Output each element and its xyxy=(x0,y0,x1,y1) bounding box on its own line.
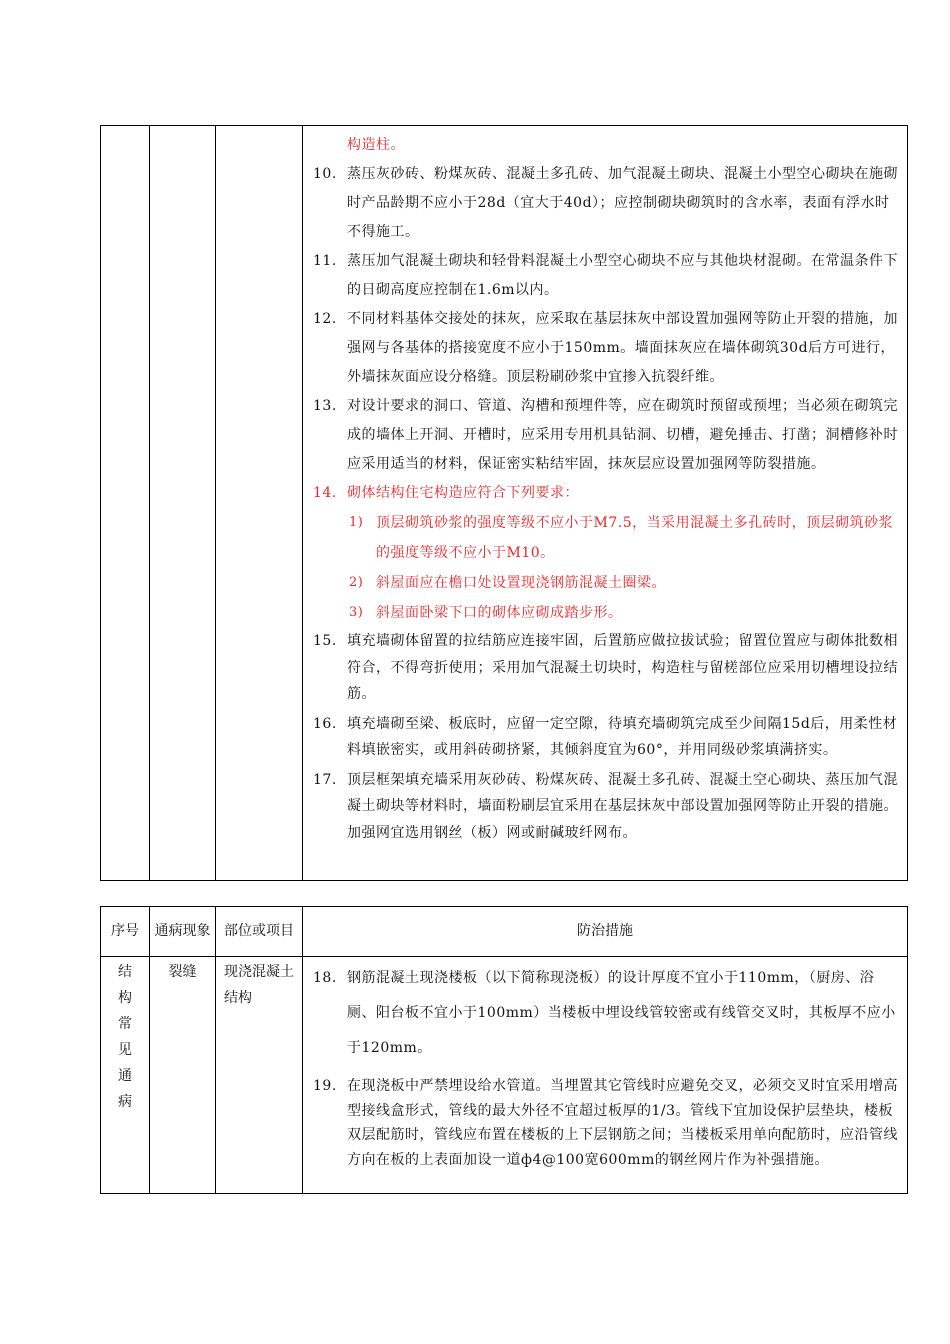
header-measures: 防治措施 xyxy=(303,907,908,957)
list-item: 14. 砌体结构住宅构造应符合下列要求： xyxy=(313,485,579,501)
sub-list-item: 2) 斜屋面应在檐口处设置现浇钢筋混凝土圈梁。 xyxy=(349,575,666,591)
list-item: 11. 蒸压加气混凝土砌块和轻骨料混凝土小型空心砌块不应与其他块材混砌。在常温条件下的日砌高度应控制在1.6m以内。 xyxy=(313,253,898,298)
defect-measures-table xyxy=(100,906,908,1194)
measures-cell xyxy=(303,957,908,1194)
phenomenon-cell: 裂缝 xyxy=(150,957,216,1194)
header-seq: 序号 xyxy=(101,907,150,957)
empty-cell-location xyxy=(216,126,303,881)
list-item: 16. 填充墙砌至梁、板底时，应留一定空隙，待填充墙砌筑完成至少间隔15d后，用柔性材料填嵌密实，或用斜砖砌挤紧，其倾斜度宜为60°，并用同级砂浆填满挤实。 xyxy=(313,715,898,758)
list-item: 15. 填充墙砌体留置的拉结筋应连接牢固，后置筋应做拉拔试验；留置位置应与砌体批数相符合，不得弯折使用；采用加气混凝土切块时，构造柱与留槎部位应采用切槽埋设拉结筋。 xyxy=(313,633,898,702)
empty-cell-phenomenon xyxy=(150,126,216,881)
list-item: 18. 钢筋混凝土现浇楼板（以下简称现浇板）的设计厚度不宜小于110mm，（厨房、浴厕、阳台板不宜小于100mm）当楼板中埋设线管较密或有线管交叉时，其板厚不应小于120mm。 xyxy=(313,970,896,1056)
list-item: 构造柱。 xyxy=(347,137,405,153)
location-cell: 现浇混凝土结构 xyxy=(216,957,303,1194)
sub-list-item: 3) 斜屋面卧梁下口的砌体应砌成踏步形。 xyxy=(349,605,623,621)
list-item: 12. 不同材料基体交接处的抹灰，应采取在基层抹灰中部设置加强网等防止开裂的措施，加强网与各基体的搭接宽度不应小于150mm。墙面抹灰应在墙体砌筑30d后方可进行，外墙抹灰面应设分格缝。顶层粉刷砂浆中宜掺入抗裂纤维。 xyxy=(313,311,898,385)
list-item: 19. 在现浇板中严禁埋设给水管道。当埋置其它管线时应避免交叉，必须交叉时宜采用增高型接线盒形式，管线的最大外径不宜超过板厚的1/3。管线下宜加设保护层垫块，楼板双层配筋时，管线应布置在楼板的上下层钢筋之间；当楼板采用单向配筋时，应沿管线方向在板的上表面加设一道ф4@100宽600mm的钢丝网片作为补强措施。 xyxy=(313,1078,898,1168)
list-item: 13. 对设计要求的洞口、管道、沟槽和预埋件等，应在砌筑时预留或预埋；当必须在砌筑完成的墙体上开洞、开槽时，应采用专用机具钻洞、切槽，避免捶击、打凿；洞槽修补时应采用适当的材料，保证密实粘结牢固，抹灰层应设置加强网等防裂措施。 xyxy=(313,398,898,472)
list-item: 10. 蒸压灰砂砖、粉煤灰砖、混凝土多孔砖、加气混凝土砌块、混凝土小型空心砌块在施砌时产品龄期不应小于28d（宜大于40d）；应控制砌块砌筑时的含水率，表面有浮水时不得施工。 xyxy=(313,166,898,240)
header-phenomenon: 通病现象 xyxy=(150,907,216,957)
category-cell: 结构常见通病 xyxy=(101,957,150,1194)
empty-cell-seq xyxy=(101,126,150,881)
sub-list-item: 1) 顶层砌筑砂浆的强度等级不应小于M7.5，当采用混凝土多孔砖时，顶层砌筑砂浆的强度等级不应小于M10。 xyxy=(349,515,894,561)
header-location: 部位或项目 xyxy=(216,907,303,957)
list-item: 17. 顶层框架填充墙采用灰砂砖、粉煤灰砖、混凝土多孔砖、混凝土空心砌块、蒸压加气混凝土砌块等材料时，墙面粉刷层宜采用在基层抹灰中部设置加强网等防止开裂的措施。加强网宜选用钢丝（板）网或耐碱玻纤网布。 xyxy=(313,771,898,841)
measures-cell xyxy=(303,126,908,881)
continuation-table xyxy=(100,125,908,881)
